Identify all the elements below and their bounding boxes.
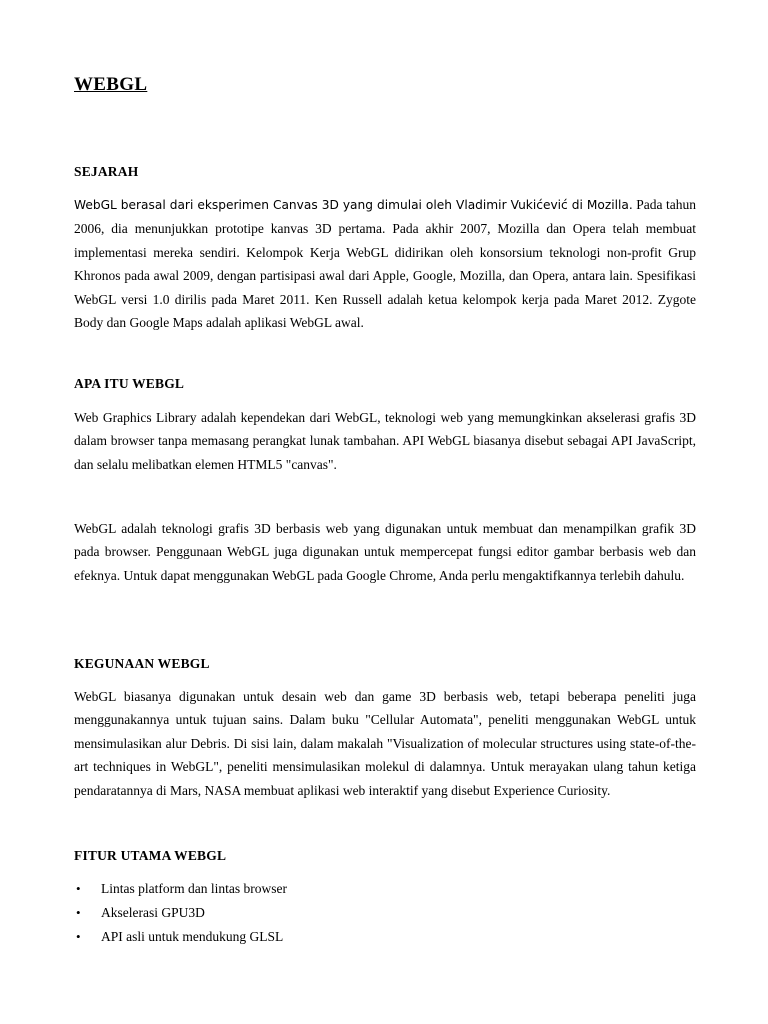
section-heading-apa-itu: APA ITU WEBGL	[74, 376, 185, 391]
list-item-label: Lintas platform dan lintas browser	[101, 881, 287, 896]
list-item-label: Akselerasi GPU3D	[101, 905, 205, 920]
apa-itu-paragraph-2: WebGL adalah teknologi grafis 3D berbasis web yang digunakan untuk membuat dan menampilkan grafik 3D pada browser. Penggunaan WebGL juga digunakan untuk mempercepat fungsi editor gambar berbasis web dan efeknya. Untuk dapat menggunakan WebGL pada Google Chrome, Anda perlu mengaktifkannya terlebih dahulu.	[74, 521, 696, 583]
bullet-icon: •	[76, 929, 81, 944]
kegunaan-paragraph: WebGL biasanya digunakan untuk desain web dan game 3D berbasis web, tetapi beberapa peneliti juga menggunakannya untuk tujuan sains. Dalam buku "Cellular Automata", peneliti menggunakan WebGL untuk mensimulasikan alur Debris. Di sisi lain, dalam makalah "Visualization of molecular structures using state-of-the-art techniques in WebGL", peneliti mensimulasikan molekul di dalamnya. Untuk merayakan ulang tahun ketiga pendaratannya di Mars, NASA membuat aplikasi web interaktif yang disebut Experience Curiosity.	[74, 689, 696, 798]
sejarah-paragraph-rest: Pada tahun 2006, dia menunjukkan prototipe kanvas 3D pertama. Pada akhir 2007, Mozilla dan Opera telah membuat implementasi mereka sendiri. Kelompok Kerja WebGL didirikan oleh konsorsium teknologi non-profit Grup Khronos pada awal 2009, dengan partisipasi awal dari Apple, Google, Mozilla, dan Opera, antara lain. Spesifikasi WebGL versi 1.0 dirilis pada Maret 2011. Ken Russell adalah ketua kelompok kerja pada Maret 2012. Zygote Body dan Google Maps adalah aplikasi WebGL awal.	[74, 197, 696, 331]
list-item	[74, 877, 287, 901]
section-heading-kegunaan: KEGUNAAN WEBGL	[74, 656, 210, 671]
feature-list	[74, 877, 287, 949]
sejarah-paragraph-lead: WebGL berasal dari eksperimen Canvas 3D yang dimulai oleh Vladimir Vukićević di Mozilla.	[74, 198, 633, 212]
list-item	[74, 925, 287, 949]
section-heading-fitur: FITUR UTAMA WEBGL	[74, 848, 227, 863]
list-item-label: API asli untuk mendukung GLSL	[101, 929, 284, 944]
apa-itu-paragraph-1: Web Graphics Library adalah kependekan dari WebGL, teknologi web yang memungkinkan akselerasi grafis 3D dalam browser tanpa memasang perangkat lunak tambahan. API WebGL biasanya disebut sebagai API JavaScript, dan selalu melibatkan elemen HTML5 "canvas".	[74, 410, 696, 472]
bullet-icon: •	[76, 905, 81, 920]
section-heading-sejarah: SEJARAH	[74, 164, 139, 179]
sejarah-paragraph	[74, 193, 696, 334]
bullet-icon: •	[76, 881, 81, 896]
list-item	[74, 901, 287, 925]
document-title: WEBGL	[74, 74, 148, 95]
